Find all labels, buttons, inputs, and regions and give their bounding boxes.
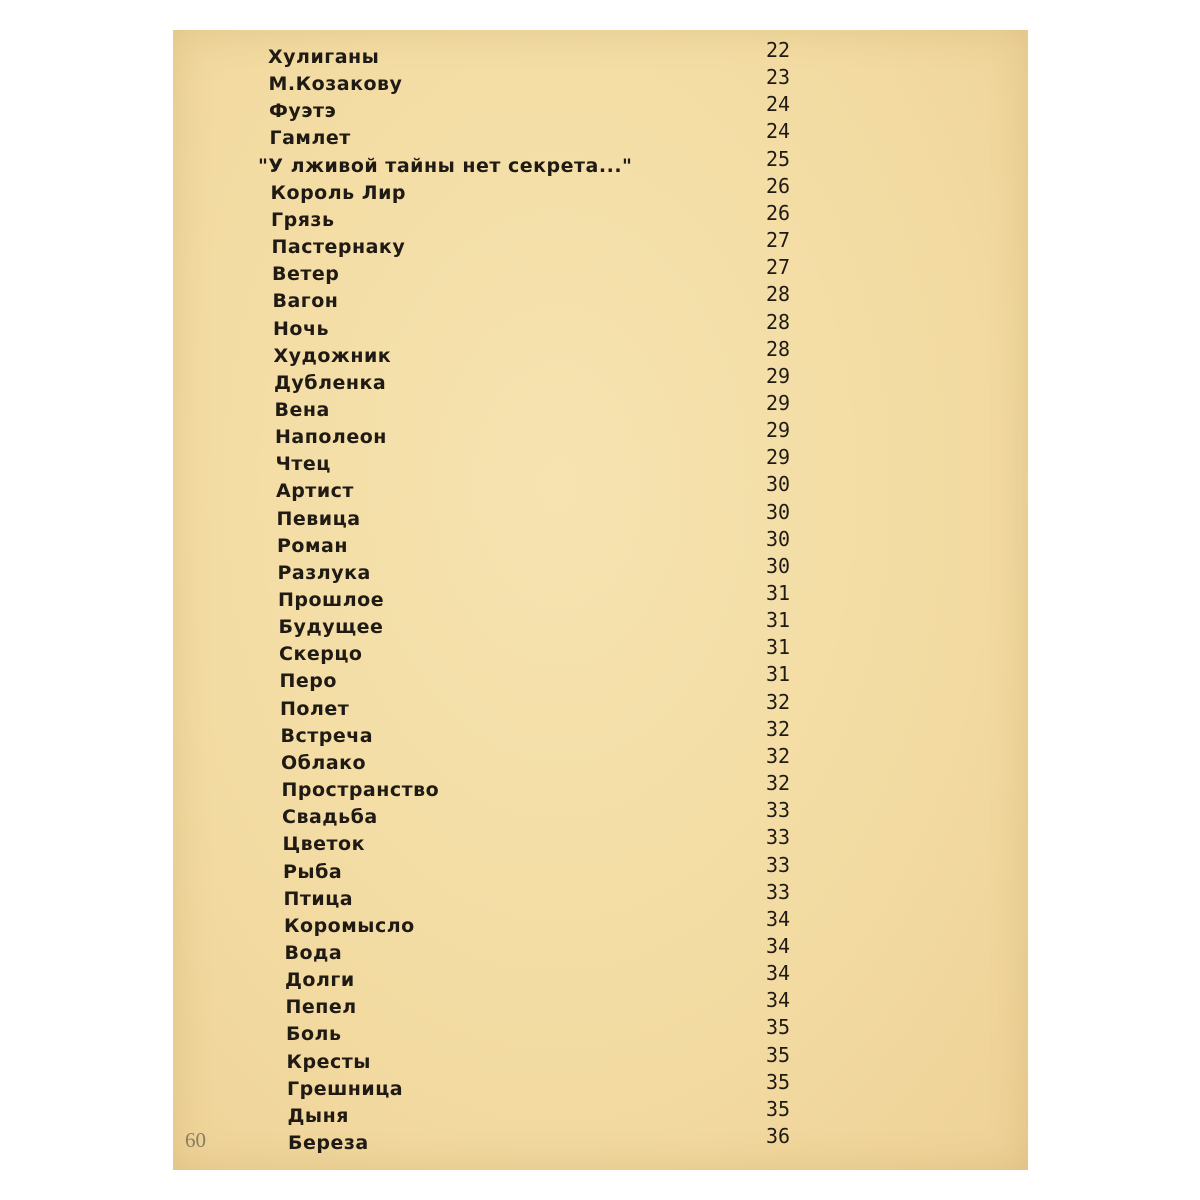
toc-entry — [173, 173, 1028, 209]
toc-entry-title: Полет — [280, 697, 350, 720]
toc-entry — [173, 961, 1028, 996]
toc-entry — [173, 879, 1028, 915]
toc-entry — [173, 445, 1028, 480]
toc-entry — [173, 608, 1028, 643]
toc-entry — [173, 119, 1028, 154]
toc-entry-page: 30 — [765, 499, 791, 524]
toc-entry-page: 25 — [765, 146, 791, 171]
toc-entry-title: Чтец — [275, 453, 331, 476]
toc-entry — [173, 988, 1028, 1023]
toc-entry — [173, 662, 1028, 697]
toc-entry — [173, 309, 1028, 345]
toc-entry-page: 36 — [765, 1124, 791, 1148]
toc-entry-title: Грязь — [271, 208, 335, 231]
toc-entry-title: Разлука — [277, 561, 371, 584]
toc-entry-title: Рыба — [283, 860, 343, 883]
toc-entry-title: Боль — [286, 1023, 342, 1046]
toc-entry-title: Художник — [273, 344, 392, 367]
toc-entry — [173, 689, 1028, 725]
toc-entry-page: 23 — [765, 65, 791, 90]
toc-entry-title: Перо — [279, 670, 337, 693]
toc-entry — [173, 526, 1028, 562]
toc-entry-title: Грешница — [287, 1077, 404, 1100]
toc-entry-title: Дыня — [287, 1104, 349, 1127]
toc-entry — [173, 906, 1028, 942]
toc-entry — [173, 228, 1028, 263]
toc-entry — [173, 771, 1028, 806]
toc-entry — [173, 1069, 1028, 1105]
toc-entry — [173, 255, 1028, 290]
toc-entry-page: 32 — [765, 716, 791, 741]
toc-entry-page: 33 — [765, 798, 791, 823]
toc-entry-title: Вена — [274, 398, 330, 421]
toc-entry-title: Король Лир — [270, 181, 406, 204]
toc-entry-title: Прошлое — [278, 589, 385, 611]
toc-entry-page: 35 — [765, 1015, 791, 1040]
toc-entry-page: 32 — [765, 743, 791, 768]
toc-entry-page: 26 — [765, 173, 791, 198]
toc-entry — [173, 38, 1028, 73]
toc-entry-title: Хулиганы — [268, 46, 380, 68]
toc-entry — [173, 472, 1028, 507]
toc-entry-title: Долги — [285, 969, 355, 992]
toc-entry-title: Будущее — [278, 616, 384, 639]
toc-entry-page: 29 — [765, 418, 791, 443]
toc-entry-page: 35 — [765, 1069, 791, 1094]
toc-entry-page: 22 — [765, 38, 791, 62]
toc-entry-title: Пастернаку — [271, 236, 406, 259]
toc-entry-page: 30 — [765, 553, 791, 578]
toc-entry — [173, 933, 1028, 969]
toc-entry-page: 32 — [765, 771, 791, 796]
toc-entry-title: Береза — [288, 1132, 369, 1154]
toc-entry-title: Птица — [283, 887, 354, 910]
toc-entry — [173, 499, 1028, 535]
toc-entry-title: Гамлет — [269, 127, 351, 150]
toc-entry-page: 28 — [765, 282, 791, 307]
toc-entry-page: 31 — [765, 581, 791, 605]
toc-entry — [173, 743, 1028, 779]
toc-entry — [173, 553, 1028, 589]
toc-entry-title: Вагон — [272, 290, 339, 313]
toc-entry-page: 29 — [765, 445, 791, 470]
toc-entry-title: Цветок — [282, 833, 365, 856]
page-number: 60 — [185, 1128, 206, 1152]
toc-entry-title: Свадьба — [282, 806, 378, 829]
book-page — [173, 30, 1028, 1170]
toc-entry — [173, 581, 1028, 616]
toc-entry-page: 34 — [765, 961, 791, 986]
toc-entry-page: 28 — [765, 309, 791, 334]
toc-entry — [173, 92, 1028, 127]
toc-entry-title: Вода — [284, 941, 343, 964]
toc-entry — [173, 390, 1028, 426]
toc-entry-page: 33 — [765, 825, 791, 850]
toc-entry-page: 33 — [765, 852, 791, 877]
toc-entry-title: Кресты — [286, 1050, 371, 1073]
toc-entry-title: Фуэтэ — [269, 100, 337, 123]
toc-entry — [173, 716, 1028, 752]
toc-entry-page: 33 — [765, 879, 791, 904]
toc-entry — [173, 1042, 1028, 1078]
toc-entry-page: 31 — [765, 635, 791, 660]
toc-entry-page: 24 — [765, 92, 791, 117]
toc-entry-title: Пространство — [281, 779, 440, 802]
toc-entry-page: 30 — [765, 472, 791, 497]
toc-entry — [173, 825, 1028, 860]
toc-entry-page: 34 — [765, 933, 791, 958]
toc-entry-page: 31 — [765, 608, 791, 633]
toc-entry-page: 27 — [765, 255, 791, 280]
toc-entry — [173, 336, 1028, 372]
toc-entry-page: 31 — [765, 662, 791, 687]
toc-entry-title: Скерцо — [279, 643, 363, 666]
toc-entry-title: Певица — [276, 507, 361, 530]
toc-entry — [173, 1015, 1028, 1050]
toc-entry-page: 29 — [765, 363, 791, 388]
toc-entry — [173, 200, 1028, 236]
toc-entry-title: Пепел — [285, 996, 357, 1019]
toc-entry-title: "У лживой тайны нет секрета..." — [258, 154, 633, 177]
toc-entry-page: 34 — [765, 906, 791, 931]
toc-entry-title: М.Козакову — [268, 73, 403, 96]
toc-entry-page: 28 — [765, 336, 791, 361]
toc-entry — [173, 363, 1028, 399]
toc-entry-title: Ночь — [273, 317, 330, 340]
table-of-contents — [173, 30, 1028, 1170]
toc-entry-page: 35 — [765, 1042, 791, 1067]
toc-entry-title: Встреча — [280, 724, 374, 747]
toc-entry — [173, 1124, 1028, 1159]
toc-entry-page: 34 — [765, 988, 791, 1013]
toc-entry — [173, 65, 1028, 100]
toc-entry-page: 35 — [765, 1096, 791, 1121]
toc-entry — [173, 146, 1028, 182]
toc-entry-title: Роман — [277, 534, 348, 557]
toc-entry-page: 29 — [765, 390, 791, 415]
toc-entry-title: Облако — [281, 751, 367, 774]
toc-entry-title: Дубленка — [274, 371, 387, 394]
toc-entry-page: 27 — [765, 228, 791, 253]
toc-entry-title: Коромысло — [284, 914, 415, 937]
toc-entry — [173, 852, 1028, 888]
toc-entry-title: Артист — [276, 480, 354, 503]
toc-entry-title: Наполеон — [275, 426, 387, 449]
toc-entry-page: 26 — [765, 200, 791, 225]
toc-entry — [173, 1096, 1028, 1132]
toc-entry-page: 32 — [765, 689, 791, 714]
toc-entry-title: Ветер — [272, 263, 340, 286]
toc-entry — [173, 635, 1028, 670]
toc-entry-page: 30 — [765, 526, 791, 551]
toc-entry — [173, 798, 1028, 833]
toc-entry-page: 24 — [765, 119, 791, 144]
toc-entry — [173, 418, 1028, 453]
toc-entry — [173, 282, 1028, 317]
